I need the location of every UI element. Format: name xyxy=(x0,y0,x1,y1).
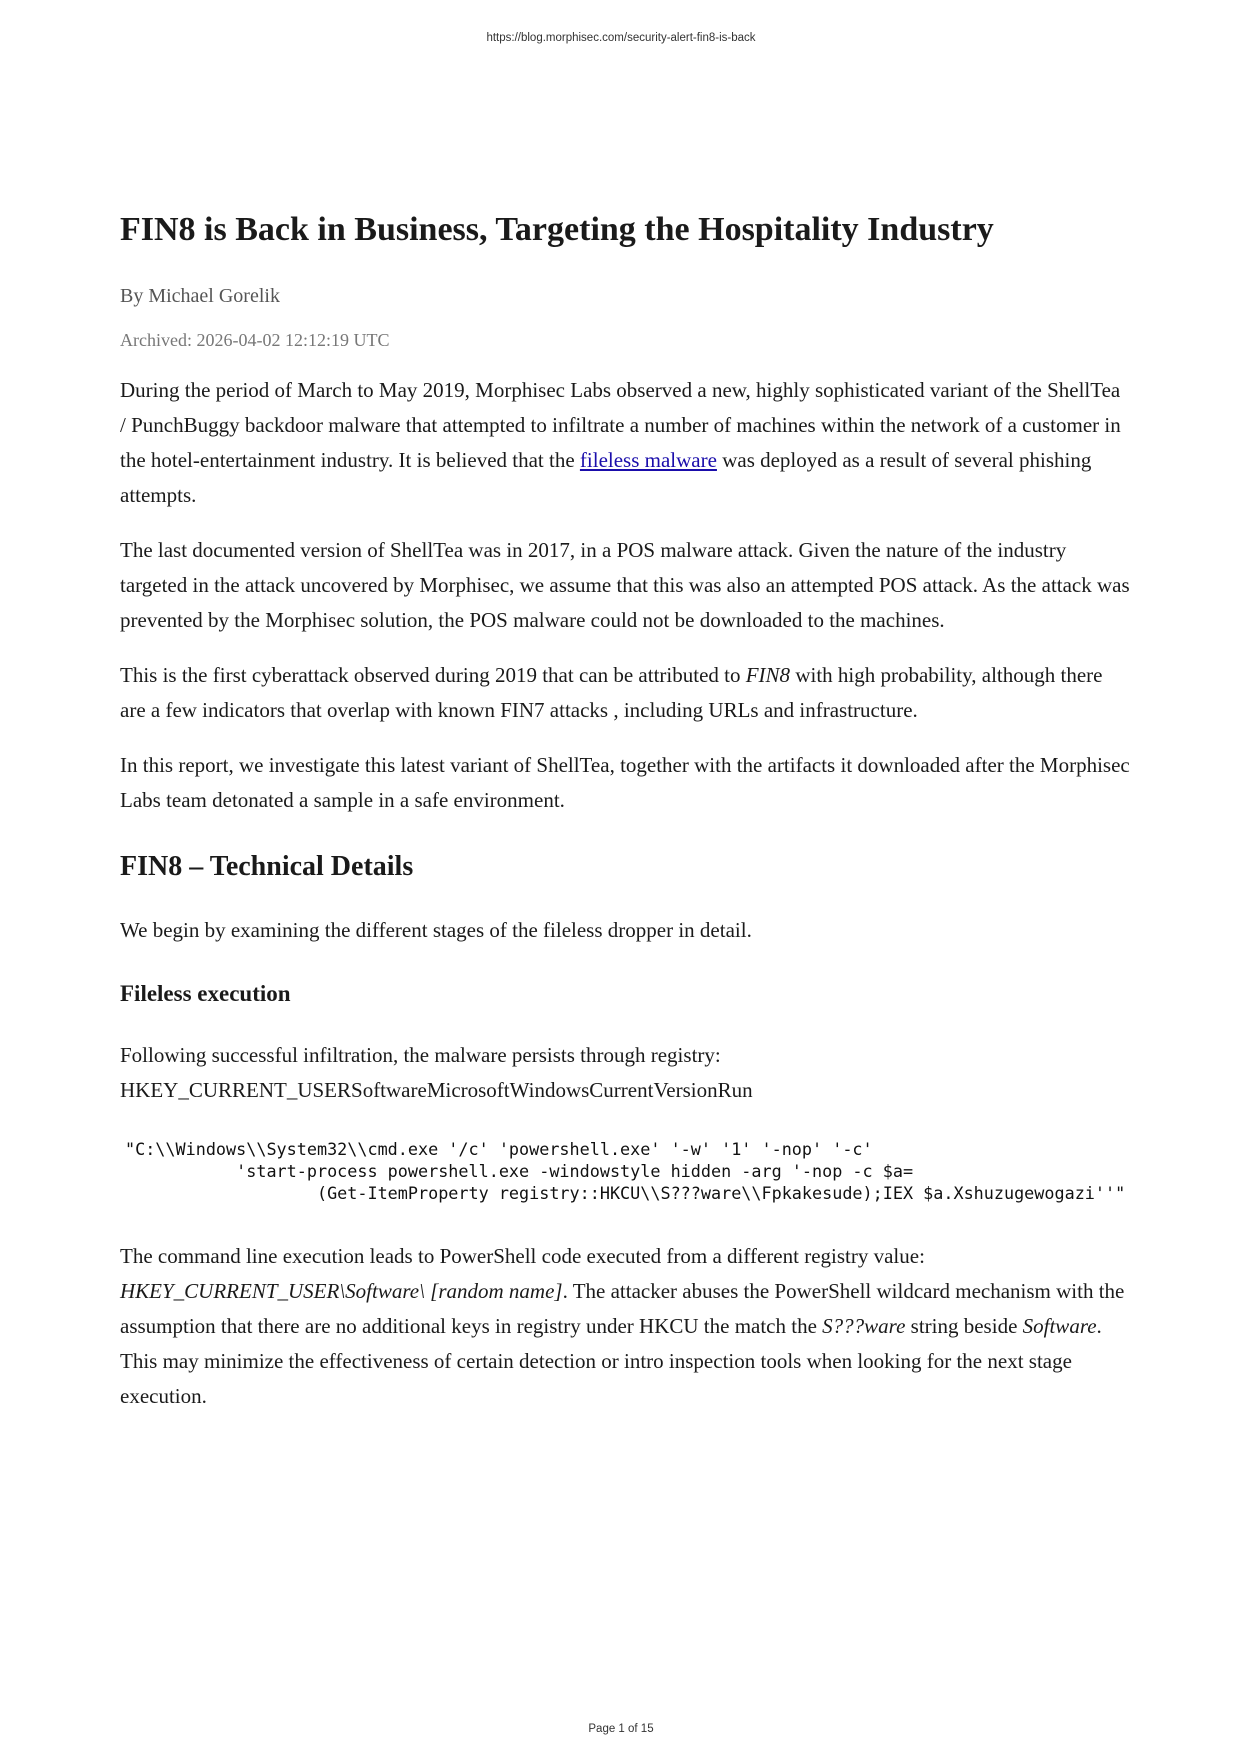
software-emphasis: Software xyxy=(1022,1313,1097,1338)
article-byline: By Michael Gorelik xyxy=(120,284,280,307)
wildcard-pattern-emphasis: S???ware xyxy=(822,1313,906,1338)
fileless-malware-link[interactable]: fileless malware xyxy=(579,447,717,472)
paragraph-intro-text-1: During the period of March to May 2019, Morphisec Labs observed a new, highly sophisticated variant of the ShellTea / PunchBuggy backdoor malware that attempted to infiltrate a number of machines within the network of a customer in the hotel-entertainment industry. It is believed that the xyxy=(120,377,1121,472)
paragraph-stages: We begin by examining the different stages of the fileless dropper in detail. xyxy=(120,918,752,943)
page-number: Page 1 of 15 xyxy=(588,1723,654,1735)
subsection-heading-fileless-execution: Fileless execution xyxy=(120,981,291,1007)
article-title: FIN8 is Back in Business, Targeting the Hospitality Industry xyxy=(120,211,994,248)
wildcard-text-3: string beside xyxy=(905,1313,1023,1338)
fin8-emphasis: FIN8 xyxy=(745,662,791,687)
paragraph-shelltea-history: The last documented version of ShellTea was in 2017, in a POS malware attack. Given the nature of the industry targeted in the attack uncovered by Morphisec, we assume that this was also an attempted POS attack. As the attack was prevented by the Morphisec solution, the POS malware could not be downloaded to the machines. xyxy=(120,537,1130,632)
page-url: https://blog.morphisec.com/security-alert-fin8-is-back xyxy=(486,32,756,44)
archived-timestamp: Archived: 2026-04-02 12:12:19 UTC xyxy=(120,329,390,350)
paragraph-intro-text-2: was deployed as a result of several phishing attempts. xyxy=(120,447,1092,507)
wildcard-text-1: The command line execution leads to PowerShell code executed from a different registry value: xyxy=(120,1243,925,1268)
wildcard-text-4: . This may minimize the effectiveness of certain detection or intro inspection tools when looking for the next stage execution. xyxy=(120,1313,1102,1408)
command-code-block: "C:\\Windows\\System32\\cmd.exe '/c' 'powershell.exe' '-w' '1' '-nop' '-c' 'start-process powershell.exe -windowstyle hidden -arg '-nop -c $a= (Get-ItemProperty registry::HKCU\\S???ware\\Fpkakesude);IEX $a.Xshuzugewogazi''" xyxy=(125,1138,1126,1203)
paragraph-attribution-text-1: This is the first cyberattack observed during 2019 that can be attributed to xyxy=(120,662,746,687)
paragraph-report-scope: In this report, we investigate this latest variant of ShellTea, together with the artifacts it downloaded after the Morphisec Labs team detonated a sample in a safe environment. xyxy=(120,752,1130,812)
paragraph-intro xyxy=(120,373,1130,513)
persistence-text: Following successful infiltration, the malware persists through registry: xyxy=(120,1042,721,1067)
registry-key-emphasis: HKEY_CURRENT_USER\Software\ [random name] xyxy=(120,1278,563,1303)
registry-path: HKEY_CURRENT_USERSoftwareMicrosoftWindowsCurrentVersionRun xyxy=(120,1077,753,1102)
paragraph-attribution-text-2: with high probability, although there are a few indicators that overlap with known FIN7 attacks , including URLs and infrastructure. xyxy=(120,662,1103,722)
paragraph-persistence xyxy=(120,1038,1130,1108)
section-heading-technical-details: FIN8 – Technical Details xyxy=(120,850,414,882)
article xyxy=(120,210,1130,1414)
wildcard-text-2: . The attacker abuses the PowerShell wildcard mechanism with the assumption that there are no additional keys in registry under HKCU the match the xyxy=(120,1278,1125,1338)
paragraph-powershell-wildcard xyxy=(120,1239,1130,1414)
paragraph-attribution xyxy=(120,658,1130,728)
